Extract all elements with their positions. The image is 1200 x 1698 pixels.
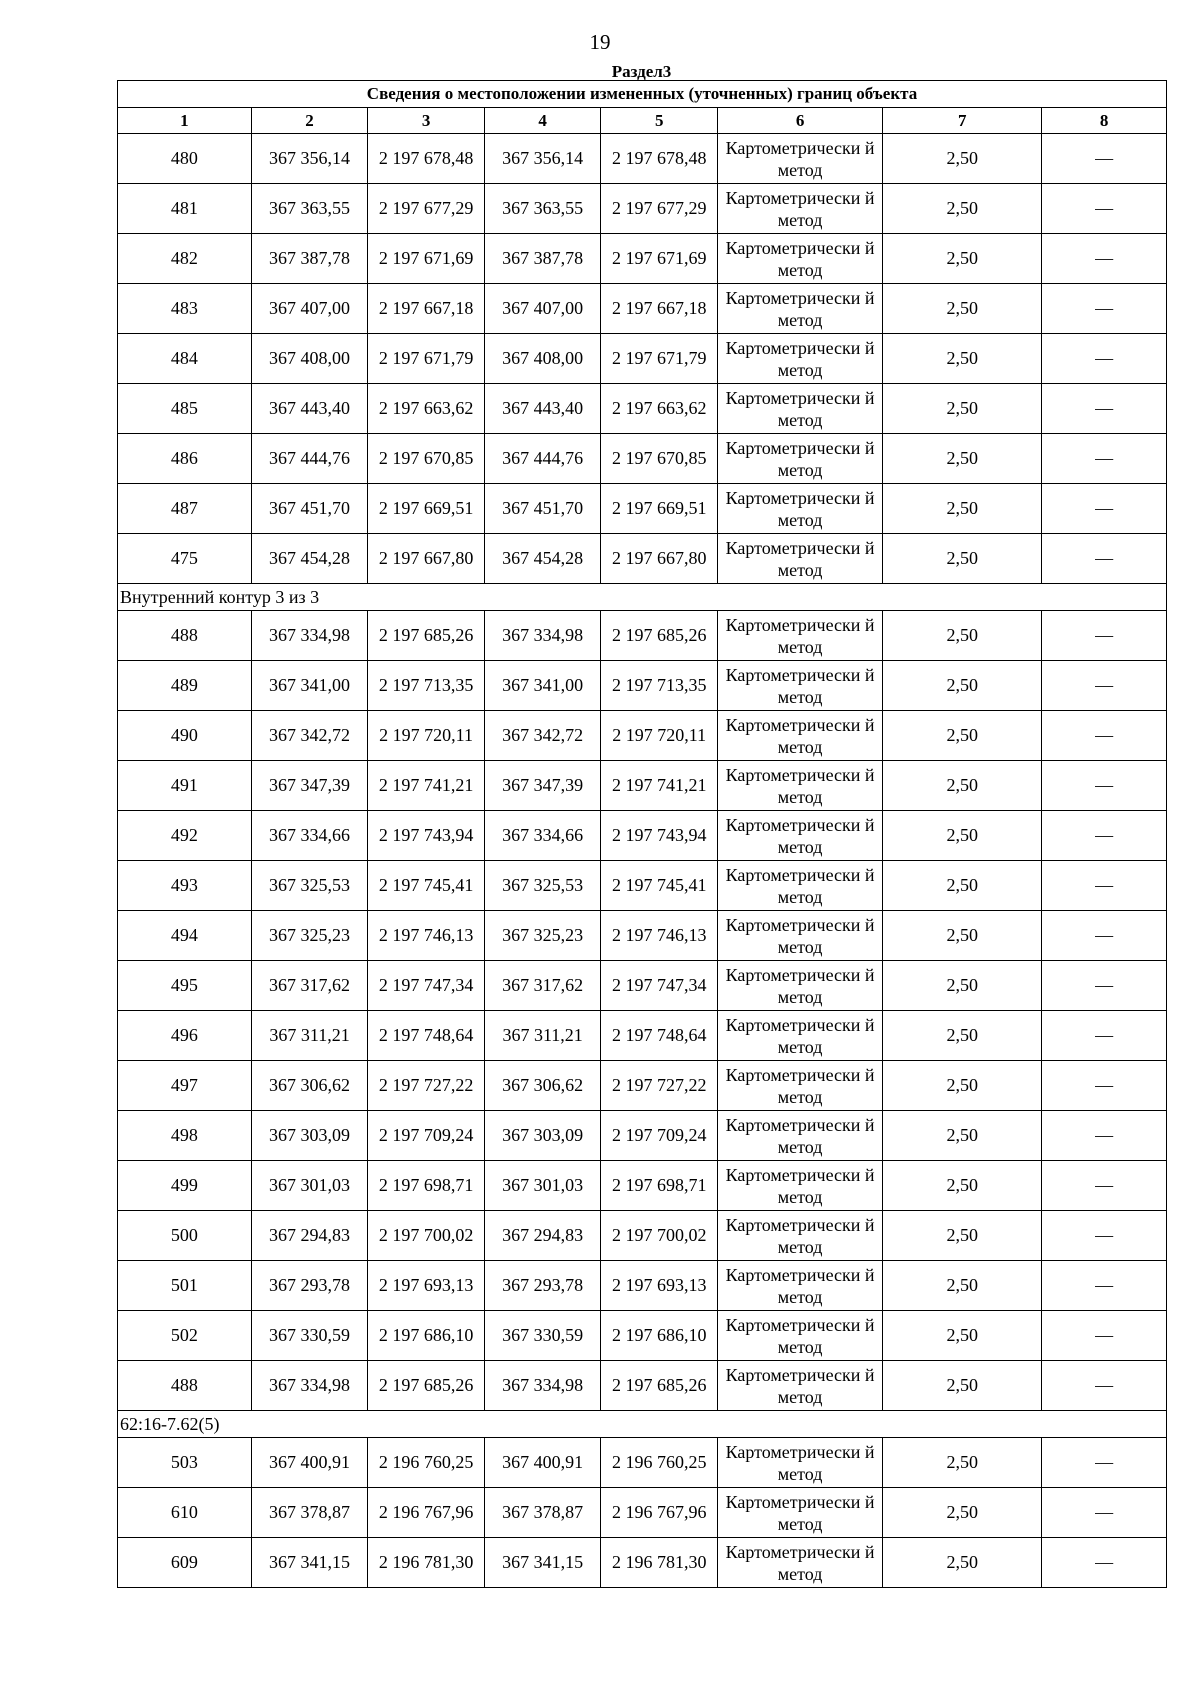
point-number-cell: 488 [118,1361,252,1411]
method-cell: Картометрически й метод [717,811,882,861]
y-new-cell: 2 196 767,96 [601,1488,718,1538]
method-cell: Картометрически й метод [717,1311,882,1361]
y-new-cell: 2 197 685,26 [601,611,718,661]
accuracy-cell: 2,50 [883,661,1042,711]
note-cell: — [1042,1011,1167,1061]
x-old-cell: 367 293,78 [251,1261,368,1311]
y-new-cell: 2 197 700,02 [601,1211,718,1261]
y-new-cell: 2 197 693,13 [601,1261,718,1311]
accuracy-cell: 2,50 [883,861,1042,911]
y-old-cell: 2 197 720,11 [368,711,485,761]
point-number-cell: 487 [118,484,252,534]
x-new-cell: 367 454,28 [484,534,601,584]
column-number: 2 [251,108,368,134]
method-cell: Картометрически й метод [717,1211,882,1261]
x-new-cell: 367 293,78 [484,1261,601,1311]
note-cell: — [1042,1061,1167,1111]
x-new-cell: 367 306,62 [484,1061,601,1111]
y-old-cell: 2 196 781,30 [368,1538,485,1588]
accuracy-cell: 2,50 [883,1061,1042,1111]
point-number-cell: 503 [118,1438,252,1488]
point-number-cell: 498 [118,1111,252,1161]
note-cell: — [1042,911,1167,961]
x-old-cell: 367 317,62 [251,961,368,1011]
section-title: Раздел3 [611,62,672,81]
accuracy-cell: 2,50 [883,1538,1042,1588]
y-new-cell: 2 197 727,22 [601,1061,718,1111]
method-cell: Картометрически й метод [717,1111,882,1161]
note-cell: — [1042,1111,1167,1161]
accuracy-cell: 2,50 [883,761,1042,811]
y-old-cell: 2 197 685,26 [368,1361,485,1411]
y-new-cell: 2 197 685,26 [601,1361,718,1411]
x-new-cell: 367 444,76 [484,434,601,484]
point-number-cell: 482 [118,234,252,284]
column-number: 1 [118,108,252,134]
point-number-cell: 485 [118,384,252,434]
accuracy-cell: 2,50 [883,1011,1042,1061]
note-cell: — [1042,134,1167,184]
column-number: 3 [368,108,485,134]
accuracy-cell: 2,50 [883,334,1042,384]
coordinates-table [117,80,1167,1588]
table-row [118,1061,1167,1111]
y-new-cell: 2 197 670,85 [601,434,718,484]
accuracy-cell: 2,50 [883,811,1042,861]
x-new-cell: 367 407,00 [484,284,601,334]
x-new-cell: 367 303,09 [484,1111,601,1161]
accuracy-cell: 2,50 [883,911,1042,961]
table-row [118,284,1167,334]
x-old-cell: 367 334,66 [251,811,368,861]
method-cell: Картометрически й метод [717,711,882,761]
accuracy-cell: 2,50 [883,611,1042,661]
x-new-cell: 367 341,15 [484,1538,601,1588]
x-old-cell: 367 294,83 [251,1211,368,1261]
method-cell: Картометрически й метод [717,911,882,961]
y-new-cell: 2 197 667,18 [601,284,718,334]
table-row [118,1538,1167,1588]
method-cell: Картометрически й метод [717,534,882,584]
x-new-cell: 367 325,53 [484,861,601,911]
y-old-cell: 2 197 709,24 [368,1111,485,1161]
x-old-cell: 367 341,15 [251,1538,368,1588]
table-row [118,761,1167,811]
note-cell: — [1042,661,1167,711]
point-number-cell: 489 [118,661,252,711]
x-new-cell: 367 301,03 [484,1161,601,1211]
accuracy-cell: 2,50 [883,234,1042,284]
x-new-cell: 367 347,39 [484,761,601,811]
x-new-cell: 367 356,14 [484,134,601,184]
x-new-cell: 367 325,23 [484,911,601,961]
y-old-cell: 2 196 767,96 [368,1488,485,1538]
contour-group-row [118,1411,1167,1438]
note-cell: — [1042,1538,1167,1588]
accuracy-cell: 2,50 [883,1488,1042,1538]
point-number-cell: 499 [118,1161,252,1211]
y-new-cell: 2 197 741,21 [601,761,718,811]
y-new-cell: 2 197 747,34 [601,961,718,1011]
accuracy-cell: 2,50 [883,384,1042,434]
y-old-cell: 2 197 671,69 [368,234,485,284]
point-number-cell: 494 [118,911,252,961]
point-number-cell: 496 [118,1011,252,1061]
table-row [118,384,1167,434]
x-old-cell: 367 330,59 [251,1311,368,1361]
column-number: 5 [601,108,718,134]
method-cell: Картометрически й метод [717,184,882,234]
note-cell: — [1042,961,1167,1011]
point-number-cell: 491 [118,761,252,811]
y-old-cell: 2 197 663,62 [368,384,485,434]
x-old-cell: 367 334,98 [251,611,368,661]
column-number: 8 [1042,108,1167,134]
accuracy-cell: 2,50 [883,134,1042,184]
x-new-cell: 367 341,00 [484,661,601,711]
y-new-cell: 2 197 709,24 [601,1111,718,1161]
point-number-cell: 501 [118,1261,252,1311]
accuracy-cell: 2,50 [883,434,1042,484]
x-old-cell: 367 341,00 [251,661,368,711]
table-row [118,661,1167,711]
accuracy-cell: 2,50 [883,484,1042,534]
y-old-cell: 2 197 741,21 [368,761,485,811]
y-old-cell: 2 197 678,48 [368,134,485,184]
table-row [118,134,1167,184]
x-old-cell: 367 342,72 [251,711,368,761]
table-row [118,534,1167,584]
note-cell: — [1042,711,1167,761]
accuracy-cell: 2,50 [883,1361,1042,1411]
x-new-cell: 367 294,83 [484,1211,601,1261]
table-row [118,961,1167,1011]
y-new-cell: 2 197 671,69 [601,234,718,284]
point-number-cell: 610 [118,1488,252,1538]
point-number-cell: 490 [118,711,252,761]
y-new-cell: 2 197 677,29 [601,184,718,234]
table-row [118,1361,1167,1411]
note-cell: — [1042,811,1167,861]
y-new-cell: 2 197 748,64 [601,1011,718,1061]
method-cell: Картометрически й метод [717,1061,882,1111]
x-old-cell: 367 301,03 [251,1161,368,1211]
x-old-cell: 367 347,39 [251,761,368,811]
accuracy-cell: 2,50 [883,1311,1042,1361]
y-old-cell: 2 197 693,13 [368,1261,485,1311]
point-number-cell: 488 [118,611,252,661]
note-cell: — [1042,1488,1167,1538]
contour-group-row [118,584,1167,611]
x-new-cell: 367 317,62 [484,961,601,1011]
method-cell: Картометрически й метод [717,134,882,184]
point-number-cell: 483 [118,284,252,334]
y-new-cell: 2 197 720,11 [601,711,718,761]
accuracy-cell: 2,50 [883,1211,1042,1261]
x-new-cell: 367 363,55 [484,184,601,234]
point-number-cell: 481 [118,184,252,234]
x-new-cell: 367 443,40 [484,384,601,434]
y-old-cell: 2 197 727,22 [368,1061,485,1111]
note-cell: — [1042,184,1167,234]
method-cell: Картометрически й метод [717,234,882,284]
x-old-cell: 367 407,00 [251,284,368,334]
method-cell: Картометрически й метод [717,384,882,434]
y-new-cell: 2 197 667,80 [601,534,718,584]
method-cell: Картометрически й метод [717,661,882,711]
y-new-cell: 2 197 745,41 [601,861,718,911]
table-row [118,811,1167,861]
method-cell: Картометрически й метод [717,484,882,534]
y-new-cell: 2 197 663,62 [601,384,718,434]
point-number-cell: 500 [118,1211,252,1261]
note-cell: — [1042,1361,1167,1411]
y-old-cell: 2 197 748,64 [368,1011,485,1061]
x-old-cell: 367 325,53 [251,861,368,911]
note-cell: — [1042,434,1167,484]
method-cell: Картометрически й метод [717,284,882,334]
accuracy-cell: 2,50 [883,534,1042,584]
x-old-cell: 367 451,70 [251,484,368,534]
x-old-cell: 367 303,09 [251,1111,368,1161]
y-new-cell: 2 197 743,94 [601,811,718,861]
x-new-cell: 367 334,66 [484,811,601,861]
x-new-cell: 367 387,78 [484,234,601,284]
x-new-cell: 367 330,59 [484,1311,601,1361]
y-new-cell: 2 197 698,71 [601,1161,718,1211]
point-number-cell: 609 [118,1538,252,1588]
method-cell: Картометрически й метод [717,334,882,384]
method-cell: Картометрически й метод [717,961,882,1011]
note-cell: — [1042,1211,1167,1261]
x-new-cell: 367 408,00 [484,334,601,384]
note-cell: — [1042,861,1167,911]
table-row [118,434,1167,484]
x-new-cell: 367 378,87 [484,1488,601,1538]
x-old-cell: 367 306,62 [251,1061,368,1111]
y-old-cell: 2 197 686,10 [368,1311,485,1361]
x-new-cell: 367 334,98 [484,611,601,661]
y-old-cell: 2 197 747,34 [368,961,485,1011]
y-old-cell: 2 197 671,79 [368,334,485,384]
method-cell: Картометрически й метод [717,861,882,911]
note-cell: — [1042,484,1167,534]
column-number: 7 [883,108,1042,134]
note-cell: — [1042,611,1167,661]
x-old-cell: 367 443,40 [251,384,368,434]
note-cell: — [1042,334,1167,384]
x-new-cell: 367 400,91 [484,1438,601,1488]
x-new-cell: 367 342,72 [484,711,601,761]
table-row [118,1488,1167,1538]
y-new-cell: 2 196 781,30 [601,1538,718,1588]
point-number-cell: 495 [118,961,252,1011]
method-cell: Картометрически й метод [717,1488,882,1538]
table-row [118,711,1167,761]
contour-group-label: 62:16-7.62(5) [118,1411,1167,1438]
table-caption: Сведения о местоположении измененных (уточненных) границ объекта [118,81,1167,108]
table-row [118,484,1167,534]
table-row [118,1261,1167,1311]
y-new-cell: 2 197 686,10 [601,1311,718,1361]
point-number-cell: 475 [118,534,252,584]
method-cell: Картометрически й метод [717,1361,882,1411]
x-old-cell: 367 444,76 [251,434,368,484]
note-cell: — [1042,284,1167,334]
x-new-cell: 367 451,70 [484,484,601,534]
y-old-cell: 2 197 713,35 [368,661,485,711]
y-old-cell: 2 197 700,02 [368,1211,485,1261]
method-cell: Картометрически й метод [717,434,882,484]
note-cell: — [1042,1311,1167,1361]
point-number-cell: 480 [118,134,252,184]
point-number-cell: 486 [118,434,252,484]
accuracy-cell: 2,50 [883,284,1042,334]
method-cell: Картометрически й метод [717,761,882,811]
contour-group-label: Внутренний контур 3 из 3 [118,584,1167,611]
note-cell: — [1042,1161,1167,1211]
point-number-cell: 493 [118,861,252,911]
table-row [118,611,1167,661]
y-old-cell: 2 197 745,41 [368,861,485,911]
y-old-cell: 2 197 698,71 [368,1161,485,1211]
x-old-cell: 367 454,28 [251,534,368,584]
x-old-cell: 367 400,91 [251,1438,368,1488]
y-new-cell: 2 197 746,13 [601,911,718,961]
page-number: 19 [589,30,611,54]
note-cell: — [1042,234,1167,284]
y-old-cell: 2 197 669,51 [368,484,485,534]
x-old-cell: 367 334,98 [251,1361,368,1411]
point-number-cell: 502 [118,1311,252,1361]
accuracy-cell: 2,50 [883,1161,1042,1211]
column-number: 6 [717,108,882,134]
method-cell: Картометрически й метод [717,1161,882,1211]
table-row [118,1311,1167,1361]
table-row [118,1211,1167,1261]
method-cell: Картометрически й метод [717,1538,882,1588]
y-old-cell: 2 197 670,85 [368,434,485,484]
x-old-cell: 367 408,00 [251,334,368,384]
table-row [118,184,1167,234]
y-new-cell: 2 196 760,25 [601,1438,718,1488]
table-row [118,1011,1167,1061]
table-row [118,1111,1167,1161]
accuracy-cell: 2,50 [883,184,1042,234]
y-old-cell: 2 197 667,18 [368,284,485,334]
accuracy-cell: 2,50 [883,1111,1042,1161]
column-number-row [118,108,1167,134]
table-row [118,234,1167,284]
table-row [118,861,1167,911]
x-old-cell: 367 363,55 [251,184,368,234]
note-cell: — [1042,761,1167,811]
method-cell: Картометрически й метод [717,611,882,661]
method-cell: Картометрически й метод [717,1438,882,1488]
table-body [118,134,1167,1588]
y-old-cell: 2 197 743,94 [368,811,485,861]
accuracy-cell: 2,50 [883,1438,1042,1488]
x-old-cell: 367 378,87 [251,1488,368,1538]
y-new-cell: 2 197 669,51 [601,484,718,534]
note-cell: — [1042,1438,1167,1488]
x-new-cell: 367 311,21 [484,1011,601,1061]
x-old-cell: 367 311,21 [251,1011,368,1061]
table-row [118,334,1167,384]
table-row [118,1438,1167,1488]
table-row [118,911,1167,961]
accuracy-cell: 2,50 [883,711,1042,761]
column-number: 4 [484,108,601,134]
method-cell: Картометрически й метод [717,1261,882,1311]
y-new-cell: 2 197 678,48 [601,134,718,184]
point-number-cell: 484 [118,334,252,384]
point-number-cell: 497 [118,1061,252,1111]
y-old-cell: 2 197 677,29 [368,184,485,234]
y-old-cell: 2 197 746,13 [368,911,485,961]
x-old-cell: 367 356,14 [251,134,368,184]
y-old-cell: 2 197 667,80 [368,534,485,584]
method-cell: Картометрически й метод [717,1011,882,1061]
note-cell: — [1042,384,1167,434]
note-cell: — [1042,1261,1167,1311]
y-new-cell: 2 197 713,35 [601,661,718,711]
y-old-cell: 2 196 760,25 [368,1438,485,1488]
x-old-cell: 367 387,78 [251,234,368,284]
note-cell: — [1042,534,1167,584]
accuracy-cell: 2,50 [883,1261,1042,1311]
y-old-cell: 2 197 685,26 [368,611,485,661]
accuracy-cell: 2,50 [883,961,1042,1011]
y-new-cell: 2 197 671,79 [601,334,718,384]
x-old-cell: 367 325,23 [251,911,368,961]
table-row [118,1161,1167,1211]
point-number-cell: 492 [118,811,252,861]
x-new-cell: 367 334,98 [484,1361,601,1411]
